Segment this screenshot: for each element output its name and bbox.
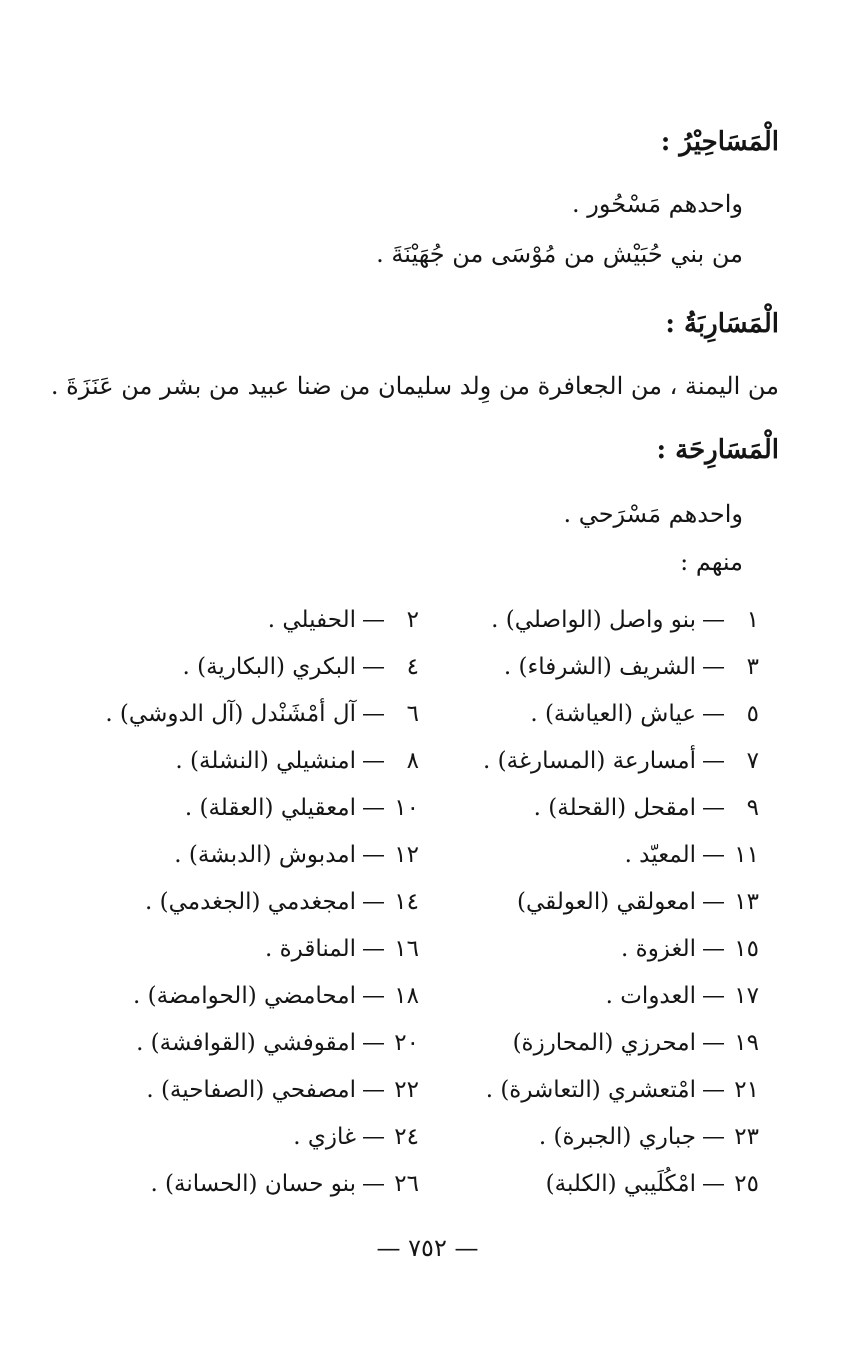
- list-item-dash: —: [362, 795, 385, 821]
- list-row: [29, 886, 759, 933]
- list-item-text: امقحل (القحلة) .: [533, 795, 696, 821]
- list-item-number: ١٦: [394, 936, 419, 962]
- list-item-text: آل أمْشَنْدل (آل الدوشي) .: [105, 701, 356, 727]
- list-item-number: ١٤: [394, 889, 419, 915]
- list-item: [145, 886, 419, 918]
- list-item: [486, 1074, 759, 1106]
- list-item-text: امجغدمي (الجغدمي) .: [145, 889, 356, 915]
- list-row: [29, 1027, 759, 1074]
- list-item-number: ٢٢: [394, 1077, 419, 1103]
- list-item-text: أمسارعة (المسارغة) .: [483, 748, 696, 774]
- list-item-number: ٢٣: [734, 1124, 759, 1150]
- list-item: [105, 698, 419, 730]
- list-row: [29, 604, 759, 651]
- entry-line: واحدهم مَسْحُور .: [572, 190, 743, 218]
- list-item-dash: —: [702, 842, 725, 868]
- list-item-text: الشريف (الشرفاء) .: [503, 654, 696, 680]
- list-item-dash: —: [702, 936, 725, 962]
- list-item-dash: —: [702, 1171, 725, 1197]
- list-item: [621, 933, 759, 965]
- list-item: [534, 792, 759, 824]
- list-item: [265, 933, 419, 965]
- list-item-text: امدبوش (الدبشة) .: [174, 842, 356, 868]
- list-item-dash: —: [362, 1077, 385, 1103]
- list-item: [146, 1074, 419, 1106]
- list-item-dash: —: [702, 654, 725, 680]
- list-item-number: ٧: [746, 748, 759, 774]
- list-item-text: البكري (البكارية) .: [182, 654, 356, 680]
- list-item-number: ١٣: [734, 889, 759, 915]
- list-item: [491, 604, 759, 636]
- list-item-number: ٤: [406, 654, 419, 680]
- list-row: [29, 980, 759, 1027]
- list-item: [530, 698, 759, 730]
- list-item: [293, 1121, 419, 1153]
- list-item-number: ٢٠: [394, 1030, 419, 1056]
- list-item-dash: —: [362, 889, 385, 915]
- list-item-dash: —: [702, 889, 725, 915]
- list-item: [546, 1168, 759, 1200]
- list-item-number: ١٠: [394, 795, 419, 821]
- list-item-dash: —: [362, 1030, 385, 1056]
- entry-line: واحدهم مَسْرَحي .: [563, 500, 743, 528]
- list-item-dash: —: [702, 1030, 725, 1056]
- list-item-number: ٣: [746, 654, 759, 680]
- list-item-text: غازي .: [293, 1124, 356, 1150]
- list-item: [136, 1027, 419, 1059]
- list-item-text: عياش (العياشة) .: [530, 701, 696, 727]
- list-item: [185, 792, 419, 824]
- list-item-text: امعقيلي (العقلة) .: [184, 795, 356, 821]
- list-row: [29, 1168, 759, 1215]
- list-item: [483, 745, 759, 777]
- list-item-dash: —: [702, 1077, 725, 1103]
- list-item: [133, 980, 419, 1012]
- entry-line: من بني حُبَيْش من مُوْسَى من جُهَيْنَةَ .: [376, 240, 743, 268]
- list-item-text: امنشيلي (النشلة) .: [175, 748, 356, 774]
- list-item-number: ٢٤: [394, 1124, 419, 1150]
- list-item-dash: —: [362, 1171, 385, 1197]
- list-row: [29, 745, 759, 792]
- list-row: [29, 1074, 759, 1121]
- list-item-dash: —: [362, 654, 385, 680]
- list-item-dash: —: [702, 701, 725, 727]
- list-item-dash: —: [362, 983, 385, 1009]
- entry-heading-masariba: الْمَسَارِبَةُ :: [665, 309, 779, 339]
- page-number: — ٧٥٢ —: [376, 1234, 479, 1262]
- list-item-dash: —: [702, 795, 725, 821]
- list-item-dash: —: [362, 748, 385, 774]
- list-item-number: ١٨: [394, 983, 419, 1009]
- list-item: [539, 1121, 759, 1153]
- list-item-number: ١: [746, 607, 759, 633]
- list-item-dash: —: [362, 1124, 385, 1150]
- list-item-text: امعولقي (العولقي): [517, 889, 696, 915]
- list-item: [625, 839, 759, 871]
- list-item: [175, 745, 419, 777]
- list-item-text: الحفيلي .: [267, 607, 356, 633]
- clan-list: [29, 604, 759, 1215]
- list-row: [29, 651, 759, 698]
- list-item-dash: —: [702, 983, 725, 1009]
- list-item-text: امحرزي (المحارزة): [512, 1030, 696, 1056]
- list-item: [150, 1168, 419, 1200]
- list-item-text: المعيّد .: [624, 842, 696, 868]
- list-row: [29, 698, 759, 745]
- list-item-number: ١٩: [734, 1030, 759, 1056]
- list-item-dash: —: [702, 1124, 725, 1150]
- list-item-text: بنو واصل (الواصلي) .: [491, 607, 696, 633]
- list-item-number: ٦: [406, 701, 419, 727]
- list-item: [504, 651, 759, 683]
- entry-heading-masariha: الْمَسَارِحَة :: [656, 435, 779, 465]
- entry-line: من اليمنة ، من الجعافرة من وِلد سليمان من ضنا عبيد من بشر من عَنَزَةَ .: [50, 372, 779, 400]
- list-item: [606, 980, 759, 1012]
- list-item-text: امصفحي (الصفاحية) .: [146, 1077, 356, 1103]
- list-item-number: ٩: [746, 795, 759, 821]
- list-item-number: ٢٦: [394, 1171, 419, 1197]
- list-item-number: ٢١: [734, 1077, 759, 1103]
- list-item: [268, 604, 419, 636]
- list-row: [29, 792, 759, 839]
- list-item-number: ١٢: [394, 842, 419, 868]
- list-item-text: امْتعشري (التعاشرة) .: [485, 1077, 696, 1103]
- list-row: [29, 933, 759, 980]
- list-item-text: المناقرة .: [264, 936, 356, 962]
- list-item-text: الغزوة .: [621, 936, 696, 962]
- list-item-number: ٢: [406, 607, 419, 633]
- list-item-number: ٨: [406, 748, 419, 774]
- list-item-text: بنو حسان (الحسانة) .: [150, 1171, 356, 1197]
- list-item-number: ١٧: [734, 983, 759, 1009]
- list-item-dash: —: [362, 701, 385, 727]
- list-item-dash: —: [362, 936, 385, 962]
- list-item-text: امْكُلَيبي (الكلبة): [545, 1171, 696, 1197]
- list-item-number: ١٥: [734, 936, 759, 962]
- list-item-dash: —: [702, 748, 725, 774]
- list-item-text: امحامضي (الحوامضة) .: [133, 983, 356, 1009]
- entry-line: منهم :: [680, 548, 743, 576]
- list-item-dash: —: [702, 607, 725, 633]
- list-item: [174, 839, 419, 871]
- list-row: [29, 839, 759, 886]
- list-item-text: امقوفشي (القوافشة) .: [136, 1030, 356, 1056]
- list-item: [517, 886, 759, 918]
- entry-heading-masahir: الْمَسَاحِيْرُ :: [660, 127, 779, 157]
- list-item-text: جباري (الجبرة) .: [538, 1124, 696, 1150]
- list-item: [513, 1027, 759, 1059]
- list-item-number: ١١: [734, 842, 759, 868]
- list-item-number: ٢٥: [734, 1171, 759, 1197]
- list-item-text: العدوات .: [605, 983, 696, 1009]
- list-item-dash: —: [362, 842, 385, 868]
- list-item-number: ٥: [746, 701, 759, 727]
- list-item: [183, 651, 420, 683]
- list-row: [29, 1121, 759, 1168]
- list-item-dash: —: [362, 607, 385, 633]
